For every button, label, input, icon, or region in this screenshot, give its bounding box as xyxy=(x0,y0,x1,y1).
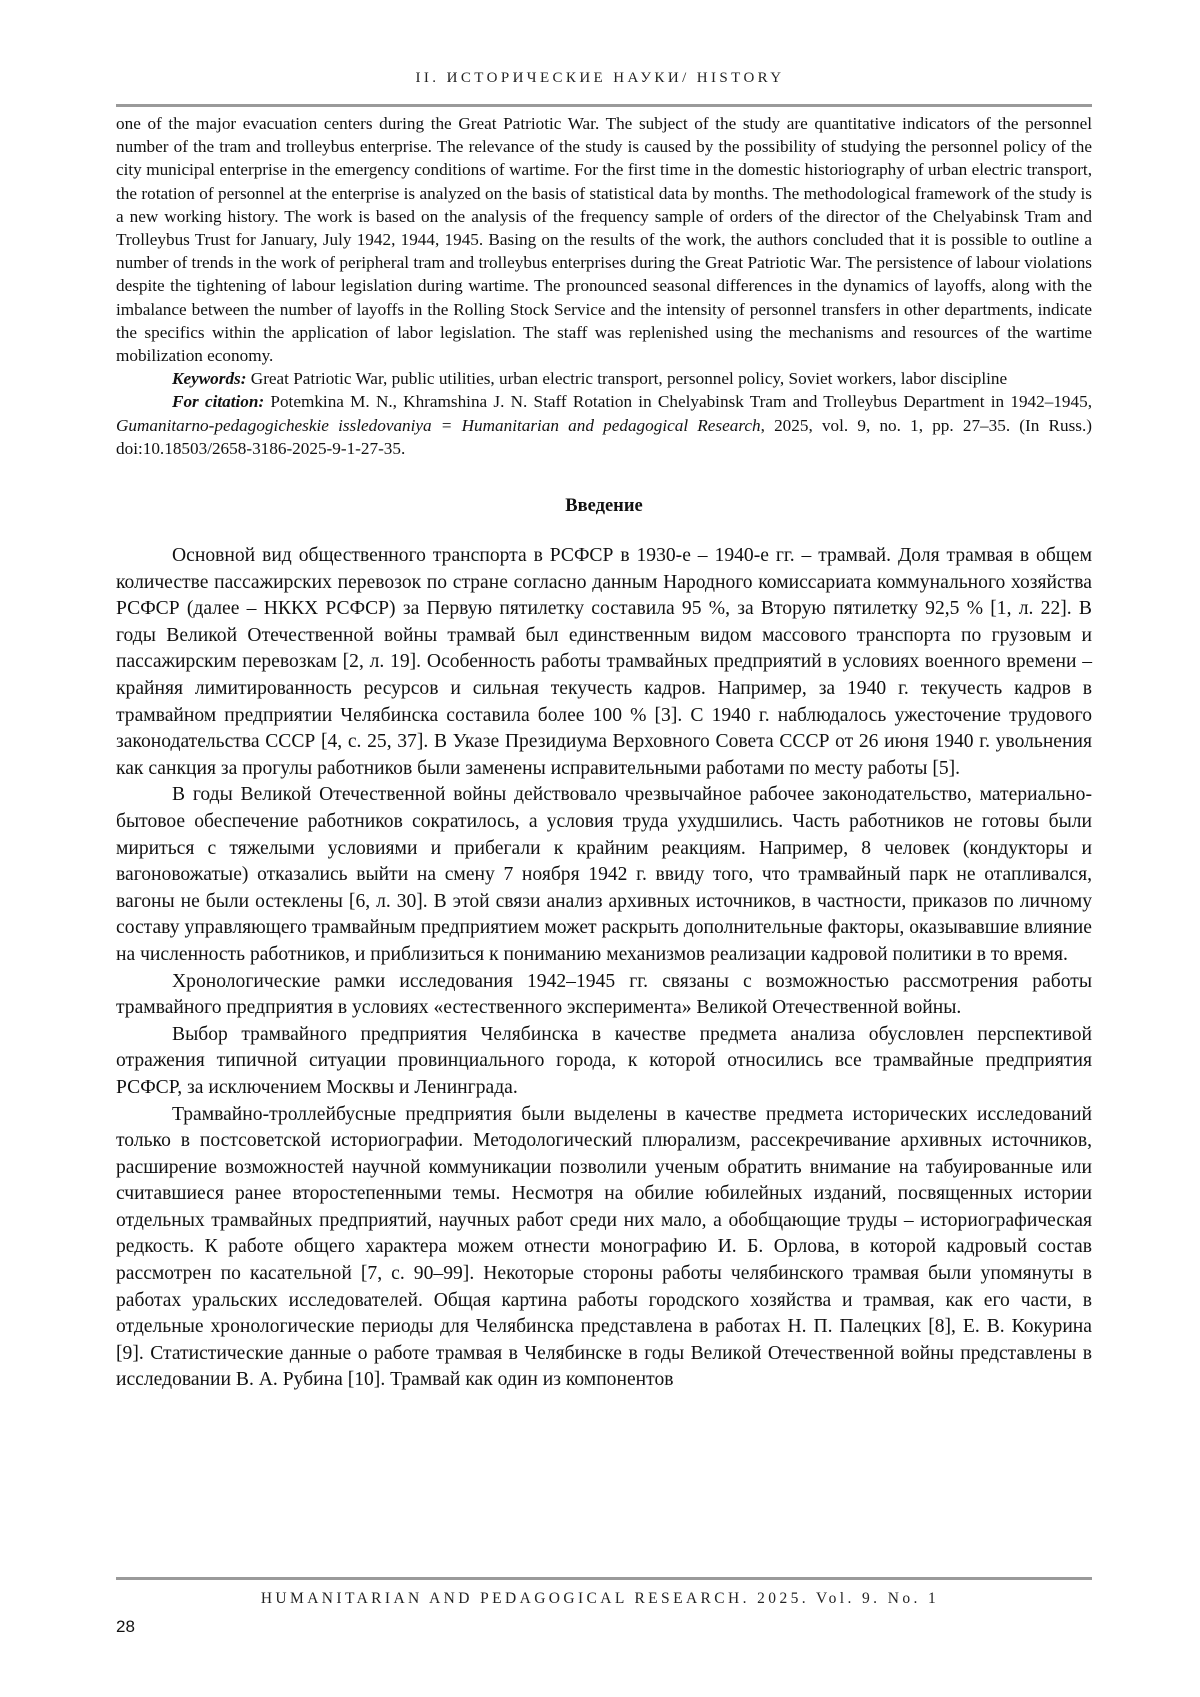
abstract-continuation: one of the major evacuation centers during the Great Patriotic War. The subject of the study are quantitative indicators of the personnel number of the tram and trolleybus enterprise. The relevance of the study is caused by the possibility of studying the personnel policy of the city municipal enterprise in the emergency conditions of wartime. For the first time in the domestic historiography of urban electric transport, the rotation of personnel at the enterprise is analyzed on the basis of statistical data by months. The methodological framework of the study is a new working history. The work is based on the analysis of the frequency sample of orders of the director of the Chelyabinsk Tram and Trolleybus Trust for January, July 1942, 1944, 1945. Basing on the results of the work, the authors concluded that it is possible to outline a number of trends in the work of peripheral tram and trolleybus enterprises during the Great Patriotic War. The persistence of labour violations despite the tightening of labour legislation during wartime. The pronounced seasonal differences in the dynamics of layoffs, along with the imbalance between the number of layoffs in the Rolling Stock Service and the intensity of personnel transfers in other departments, indicate the specifics within the application of labor legislation. The staff was replenished using the mechanisms and resources of the wartime mobilization economy. xyxy=(116,114,1092,366)
body-paragraph: В годы Великой Отечественной войны действовало чрезвычайное рабочее законодательство, материально-бытовое обеспечение работников сократилось, а условия труда ухудшились. Часть работников не готовы были мириться с тяжелыми условиями и прибегали к крайним реакциям. Например, 8 человек (кондукторы и вагоновожатые) отказались выйти на смену 7 ноября 1942 г. ввиду того, что трамвайный парк не отапливался, вагоны не были остеклены [6, л. 30]. В этой связи анализ архивных источников, в частности, приказов по личному составу управляющего трамвайным предприятием может раскрыть дополнительные факторы, оказывавшие влияние на численность работников, и приблизиться к пониманию механизмов реализации кадровой политики в то время. xyxy=(116,784,1092,965)
page-content xyxy=(116,112,1092,1394)
body-paragraph: Выбор трамвайного предприятия Челябинска в качестве предмета анализа обусловлен перспективой отражения типичной ситуации провинциального города, к которой относились все трамвайные предприятия РСФСР, за исключением Москвы и Ленинграда. xyxy=(116,1023,1092,1098)
citation xyxy=(116,390,1092,460)
running-head: II. ИСТОРИЧЕСКИЕ НАУКИ/ HISTORY xyxy=(415,70,785,86)
section-body xyxy=(116,543,1092,1394)
citation-text-end: , 2025, vol. 9, no. 1, pp. 27–35. (In Russ.) doi:10.18503/2658-3186-2025-9-1-27-35. xyxy=(116,415,1092,458)
keywords-label: Keywords: xyxy=(172,369,247,389)
body-paragraph: Трамвайно-троллейбусные предприятия были выделены в качестве предмета исторических исследований только в постсоветской историографии. Методологический плюрализм, рассекречивание архивных источников, расширение возможностей научной коммуникации позволили ученым обратить внимание на табуированные или считавшиеся ранее второстепенными темы. Несмотря на обилие юбилейных изданий, посвященных истории отдельных трамвайных предприятий, научных работ среди них мало, а обобщающие труды – историографическая редкость. К работе общего характера можем отнести монографию И. Б. Орлова, в которой кадровый состав рассмотрен по касательной [7, с. 90–99]. Некоторые стороны работы челябинского трамвая были упомянуты в работах уральских исследователей. Общая картина работы городского хозяйства и трамвая, как его части, в отдельные хронологические периоды для Челябинска представлена в работах Н. П. Палецких [8], Е. В. Кокурина [9]. Статистические данные о работе трамвая в Челябинске в годы Великой Отечественной войны представлены в исследовании В. А. Рубина [10]. Трамвай как один из компонентов xyxy=(116,1103,1092,1391)
page-number: 28 xyxy=(116,1617,135,1636)
keywords-text: Great Patriotic War, public utilities, urban electric transport, personnel policy, Soviet workers, labor discipline xyxy=(246,369,1008,389)
citation-text: Potemkina M. N., Khramshina J. N. Staff Rotation in Chelyabinsk Tram and Trolleybus Department in 1942–1945, xyxy=(264,392,1092,412)
abstract xyxy=(116,112,1092,460)
footer-rule xyxy=(116,1577,1092,1580)
section-title: Введение xyxy=(565,496,643,517)
body-paragraph: Основной вид общественного транспорта в РСФСР в 1930-е – 1940-е гг. – трамвай. Доля трамвая в общем количестве пассажирских перевозок по стране согласно данным Народного комиссариата коммунального хозяйства РСФСР (далее – НККХ РСФСР) за Первую пятилетку составила 95 %, за Вторую пятилетку 92,5 % [1, л. 22]. В годы Великой Отечественной войны трамвай был единственным видом массового транспорта по грузовым и пассажирским перевозкам [2, л. 19]. Особенность работы трамвайных предприятий в условиях военного времени – крайняя лимитированность ресурсов и сильная текучесть кадров. Например, за 1940 г. текучесть кадров в трамвайном предприятии Челябинска составила более 100 % [3]. С 1940 г. наблюдалось ужесточение трудового законодательства СССР [4, с. 25, 37]. В Указе Президиума Верховного Совета СССР от 26 июня 1940 г. увольнения как санкция за прогулы работников были заменены исправительными работами по месту работы [5]. xyxy=(116,545,1092,779)
keywords xyxy=(116,367,1092,390)
body-paragraph: Хронологические рамки исследования 1942–1945 гг. связаны с возможностью рассмотрения работы трамвайного предприятия в условиях «естественного эксперимента» Великой Отечественной войны. xyxy=(116,970,1092,1019)
running-foot: HUMANITARIAN AND PEDAGOGICAL RESEARCH. 2025. Vol. 9. No. 1 xyxy=(260,1590,940,1607)
header-rule xyxy=(116,104,1092,107)
citation-journal: Gumanitarno-pedagogicheskie issledovaniya = Humanitarian and pedagogical Research xyxy=(116,415,761,435)
citation-label: For citation: xyxy=(172,392,265,412)
